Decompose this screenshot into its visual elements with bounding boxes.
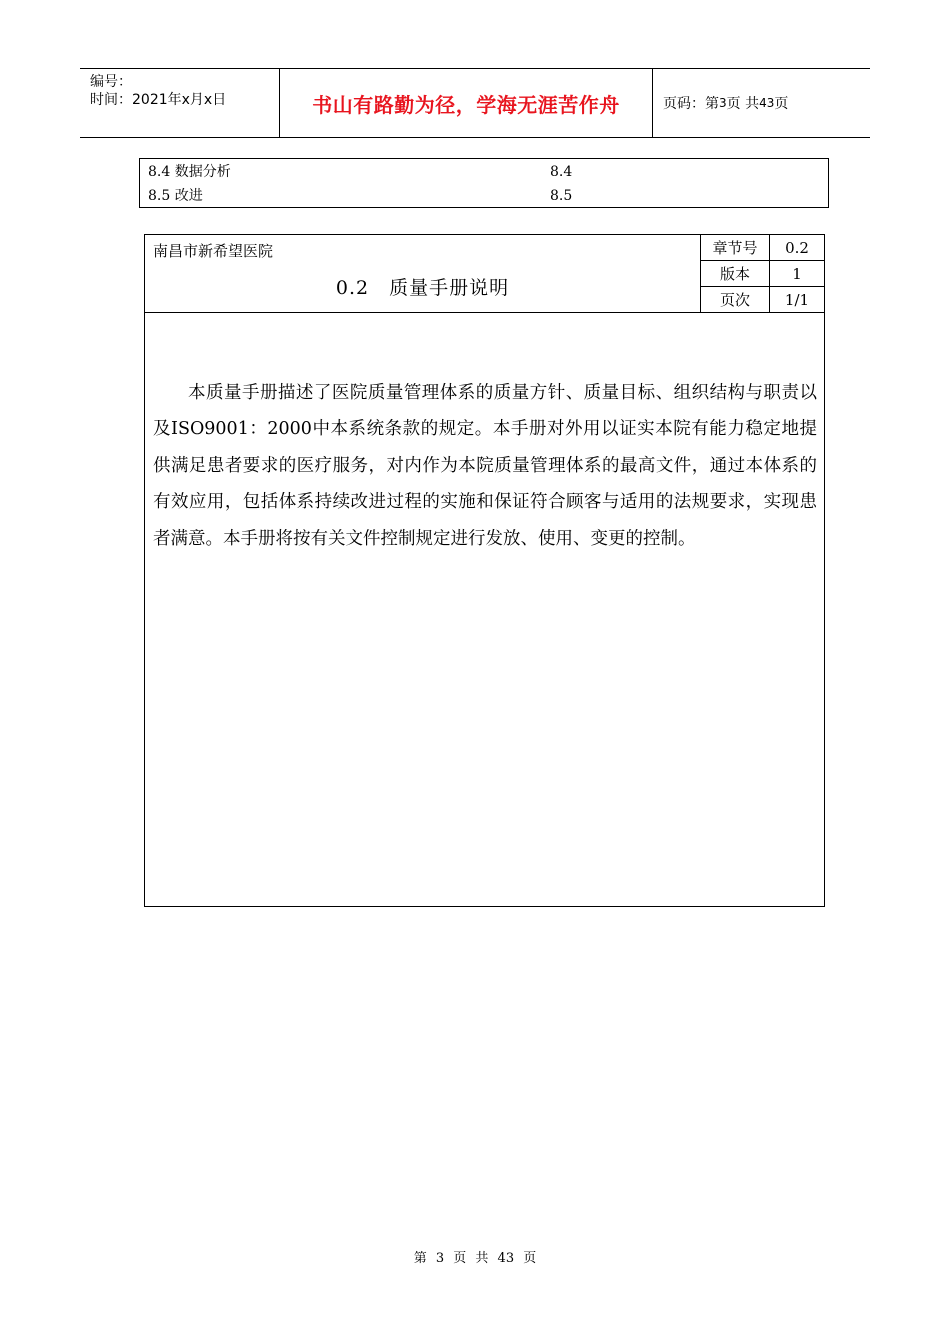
meta-row [701, 261, 825, 287]
section-body-text: 本质量手册描述了医院质量管理体系的质量方针、质量目标、组织结构与职责以及ISO9001：2000中本系统条款的规定。本手册对外用以证实本院有能力稳定地提供满足患者要求的医疗服务，对内作为本院质量管理体系的最高文件，通过本体系的有效应用，包括体系持续改进过程的实施和保证符合顾客与适用的法规要求，实现患者满意。本手册将按有关文件控制规定进行发放、使用、变更的控制。 [153, 382, 817, 549]
toc-number: 8.4 [550, 164, 573, 180]
toc-label: 8.5 改进 [148, 188, 203, 204]
page-footer: 第 3 页 共 43 页 [413, 1251, 537, 1266]
header-motto-cell [280, 69, 653, 137]
meta-key: 版本 [701, 261, 770, 287]
header-page-cell [653, 69, 870, 137]
meta-row [701, 287, 825, 313]
meta-value: 1 [770, 261, 825, 287]
toc-label: 8.4 数据分析 [148, 164, 231, 180]
date-label: 时间：2021年x月x日 [90, 92, 227, 108]
page-mid: 页 共 [726, 96, 760, 112]
meta-key: 页次 [701, 287, 770, 313]
page-header [80, 68, 870, 138]
meta-row [701, 235, 825, 261]
motto-text: 书山有路勤为径，学海无涯苦作舟 [312, 92, 620, 117]
toc-number: 8.5 [550, 188, 573, 204]
section-meta-table [700, 235, 824, 312]
page-suffix: 页 [774, 96, 789, 112]
toc-row [148, 160, 818, 184]
serial-label: 编号： [90, 74, 132, 90]
section-header [145, 235, 824, 313]
page-total: 43 [759, 96, 775, 110]
toc-row [148, 184, 818, 208]
page-prefix: 页码：第 [663, 96, 719, 112]
section-title: 0.2 质量手册说明 [335, 277, 510, 299]
page-current: 3 [719, 96, 727, 110]
header-left-cell [80, 69, 280, 137]
meta-value: 0.2 [770, 235, 825, 261]
toc-table [139, 158, 829, 208]
meta-key: 章节号 [701, 235, 770, 261]
section-box [144, 234, 825, 907]
organization-name: 南昌市新希望医院 [153, 242, 274, 260]
meta-value: 1/1 [770, 287, 825, 313]
